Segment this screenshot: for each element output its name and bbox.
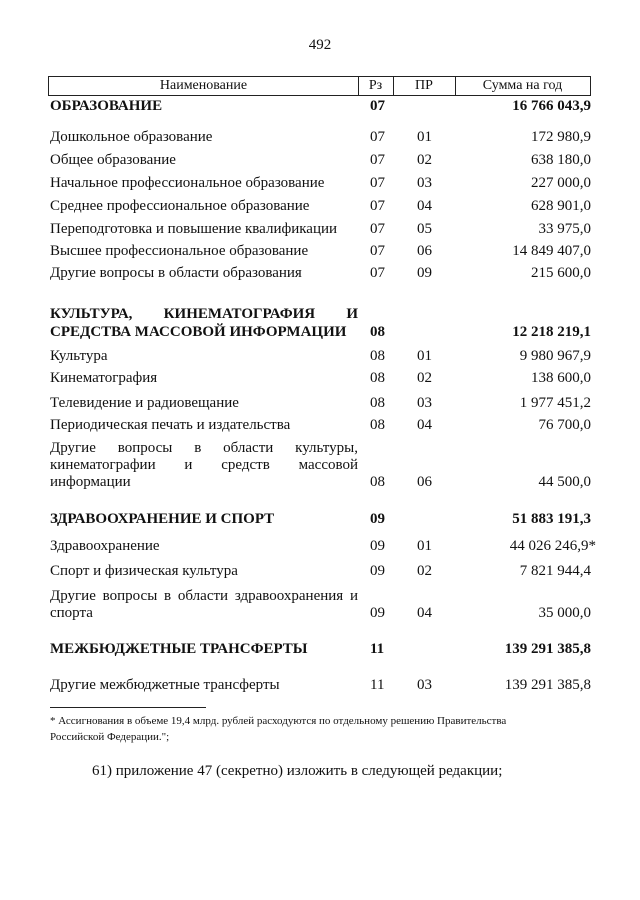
row-sum: 138 600,0 — [531, 370, 591, 386]
row-sum: 35 000,0 — [538, 605, 591, 621]
row-sum: 172 980,9 — [531, 129, 591, 145]
footnote-line2: Российской Федерации."; — [50, 731, 170, 743]
row-rz: 09 — [370, 563, 385, 579]
row-pr: 02 — [417, 152, 432, 168]
header-name: Наименование — [48, 76, 359, 96]
row-rz: 07 — [370, 129, 385, 145]
section-title: ОБРАЗОВАНИЕ — [50, 98, 163, 114]
row-sum: 139 291 385,8 — [504, 677, 591, 693]
row-name-line2: спорта — [50, 605, 93, 621]
row-sum: 9 980 967,9 — [519, 348, 591, 364]
row-rz: 07 — [370, 198, 385, 214]
section-title: ЗДРАВООХРАНЕНИЕ И СПОРТ — [50, 511, 275, 527]
row-rz: 08 — [370, 370, 385, 386]
row-pr: 02 — [417, 563, 432, 579]
section-rz: 07 — [370, 98, 385, 114]
row-pr: 09 — [417, 265, 432, 281]
row-sum: 7 821 944,4 — [519, 563, 591, 579]
row-pr: 01 — [417, 348, 432, 364]
row-name: Высшее профессиональное образование — [50, 243, 309, 259]
section-sum: 139 291 385,8 — [504, 641, 591, 657]
row-name: Кинематография — [50, 370, 158, 386]
row-name: Здравоохранение — [50, 538, 160, 554]
row-sum: 14 849 407,0 — [512, 243, 591, 259]
page-number: 492 — [308, 37, 332, 53]
row-pr: 04 — [417, 417, 432, 433]
row-rz: 08 — [370, 474, 385, 490]
row-rz: 11 — [370, 677, 385, 693]
row-rz: 09 — [370, 538, 385, 554]
header-sum: Сумма на год — [455, 76, 591, 96]
row-rz: 07 — [370, 152, 385, 168]
row-pr: 04 — [417, 605, 432, 621]
section-title-line2: СРЕДСТВА МАССОВОЙ ИНФОРМАЦИИ — [50, 324, 347, 340]
row-sum: 33 975,0 — [538, 221, 591, 237]
row-name: Общее образование — [50, 152, 176, 168]
row-name: Дошкольное образование — [50, 129, 213, 145]
header-rz: Рз — [358, 76, 394, 96]
row-sum: 628 901,0 — [531, 198, 591, 214]
row-rz: 07 — [370, 221, 385, 237]
footnote-divider — [50, 707, 206, 708]
row-sum: 76 700,0 — [538, 417, 591, 433]
row-sum: 44 026 246,9* — [509, 538, 596, 554]
row-sum: 1 977 451,2 — [519, 395, 591, 411]
row-pr: 01 — [417, 129, 432, 145]
row-rz: 07 — [370, 265, 385, 281]
row-pr: 05 — [417, 221, 432, 237]
header-pr: ПР — [393, 76, 456, 96]
footnote-line1: * Ассигнования в объеме 19,4 млрд. рублей расходуются по отдельному решению Правительства — [50, 715, 507, 727]
row-name: Телевидение и радиовещание — [50, 395, 239, 411]
row-pr: 01 — [417, 538, 432, 554]
row-rz: 08 — [370, 348, 385, 364]
footnote — [50, 713, 570, 745]
row-rz: 08 — [370, 417, 385, 433]
row-rz: 07 — [370, 243, 385, 259]
row-rz: 08 — [370, 395, 385, 411]
row-rz: 07 — [370, 175, 385, 191]
row-name: Переподготовка и повышение квалификации — [50, 221, 338, 237]
row-pr: 03 — [417, 175, 432, 191]
row-name: Среднее профессиональное образование — [50, 198, 310, 214]
row-pr: 03 — [417, 677, 432, 693]
section-title: МЕЖБЮДЖЕТНЫЕ ТРАНСФЕРТЫ — [50, 641, 308, 657]
section-sum: 12 218 219,1 — [512, 324, 591, 340]
section-title-line1: КУЛЬТУРА, КИНЕМАТОГРАФИЯ И — [50, 306, 358, 322]
row-sum: 638 180,0 — [531, 152, 591, 168]
row-name-line3: информации — [50, 474, 131, 490]
row-pr: 04 — [417, 198, 432, 214]
section-sum: 51 883 191,3 — [512, 511, 591, 527]
section-rz: 11 — [370, 641, 385, 657]
row-name: Начальное профессиональное образование — [50, 175, 325, 191]
row-name: Другие вопросы в области образования — [50, 265, 302, 281]
row-sum: 215 600,0 — [531, 265, 591, 281]
row-name-line1: Другие вопросы в области культуры, — [50, 440, 358, 456]
row-rz: 09 — [370, 605, 385, 621]
row-name-line1: Другие вопросы в области здравоохранения и — [50, 588, 358, 604]
section-rz: 09 — [370, 511, 385, 527]
row-name: Культура — [50, 348, 108, 364]
row-name: Спорт и физическая культура — [50, 563, 238, 579]
row-name-line2: кинематографии и средств массовой — [50, 457, 358, 473]
row-name: Другие межбюджетные трансферты — [50, 677, 280, 693]
row-sum: 227 000,0 — [531, 175, 591, 191]
section-rz: 08 — [370, 324, 385, 340]
row-pr: 06 — [417, 243, 432, 259]
row-sum: 44 500,0 — [538, 474, 591, 490]
row-pr: 02 — [417, 370, 432, 386]
body-paragraph: 61) приложение 47 (секретно) изложить в следующей редакции; — [92, 763, 503, 779]
row-pr: 03 — [417, 395, 432, 411]
section-sum: 16 766 043,9 — [512, 98, 591, 114]
row-name: Периодическая печать и издательства — [50, 417, 291, 433]
row-pr: 06 — [417, 474, 432, 490]
